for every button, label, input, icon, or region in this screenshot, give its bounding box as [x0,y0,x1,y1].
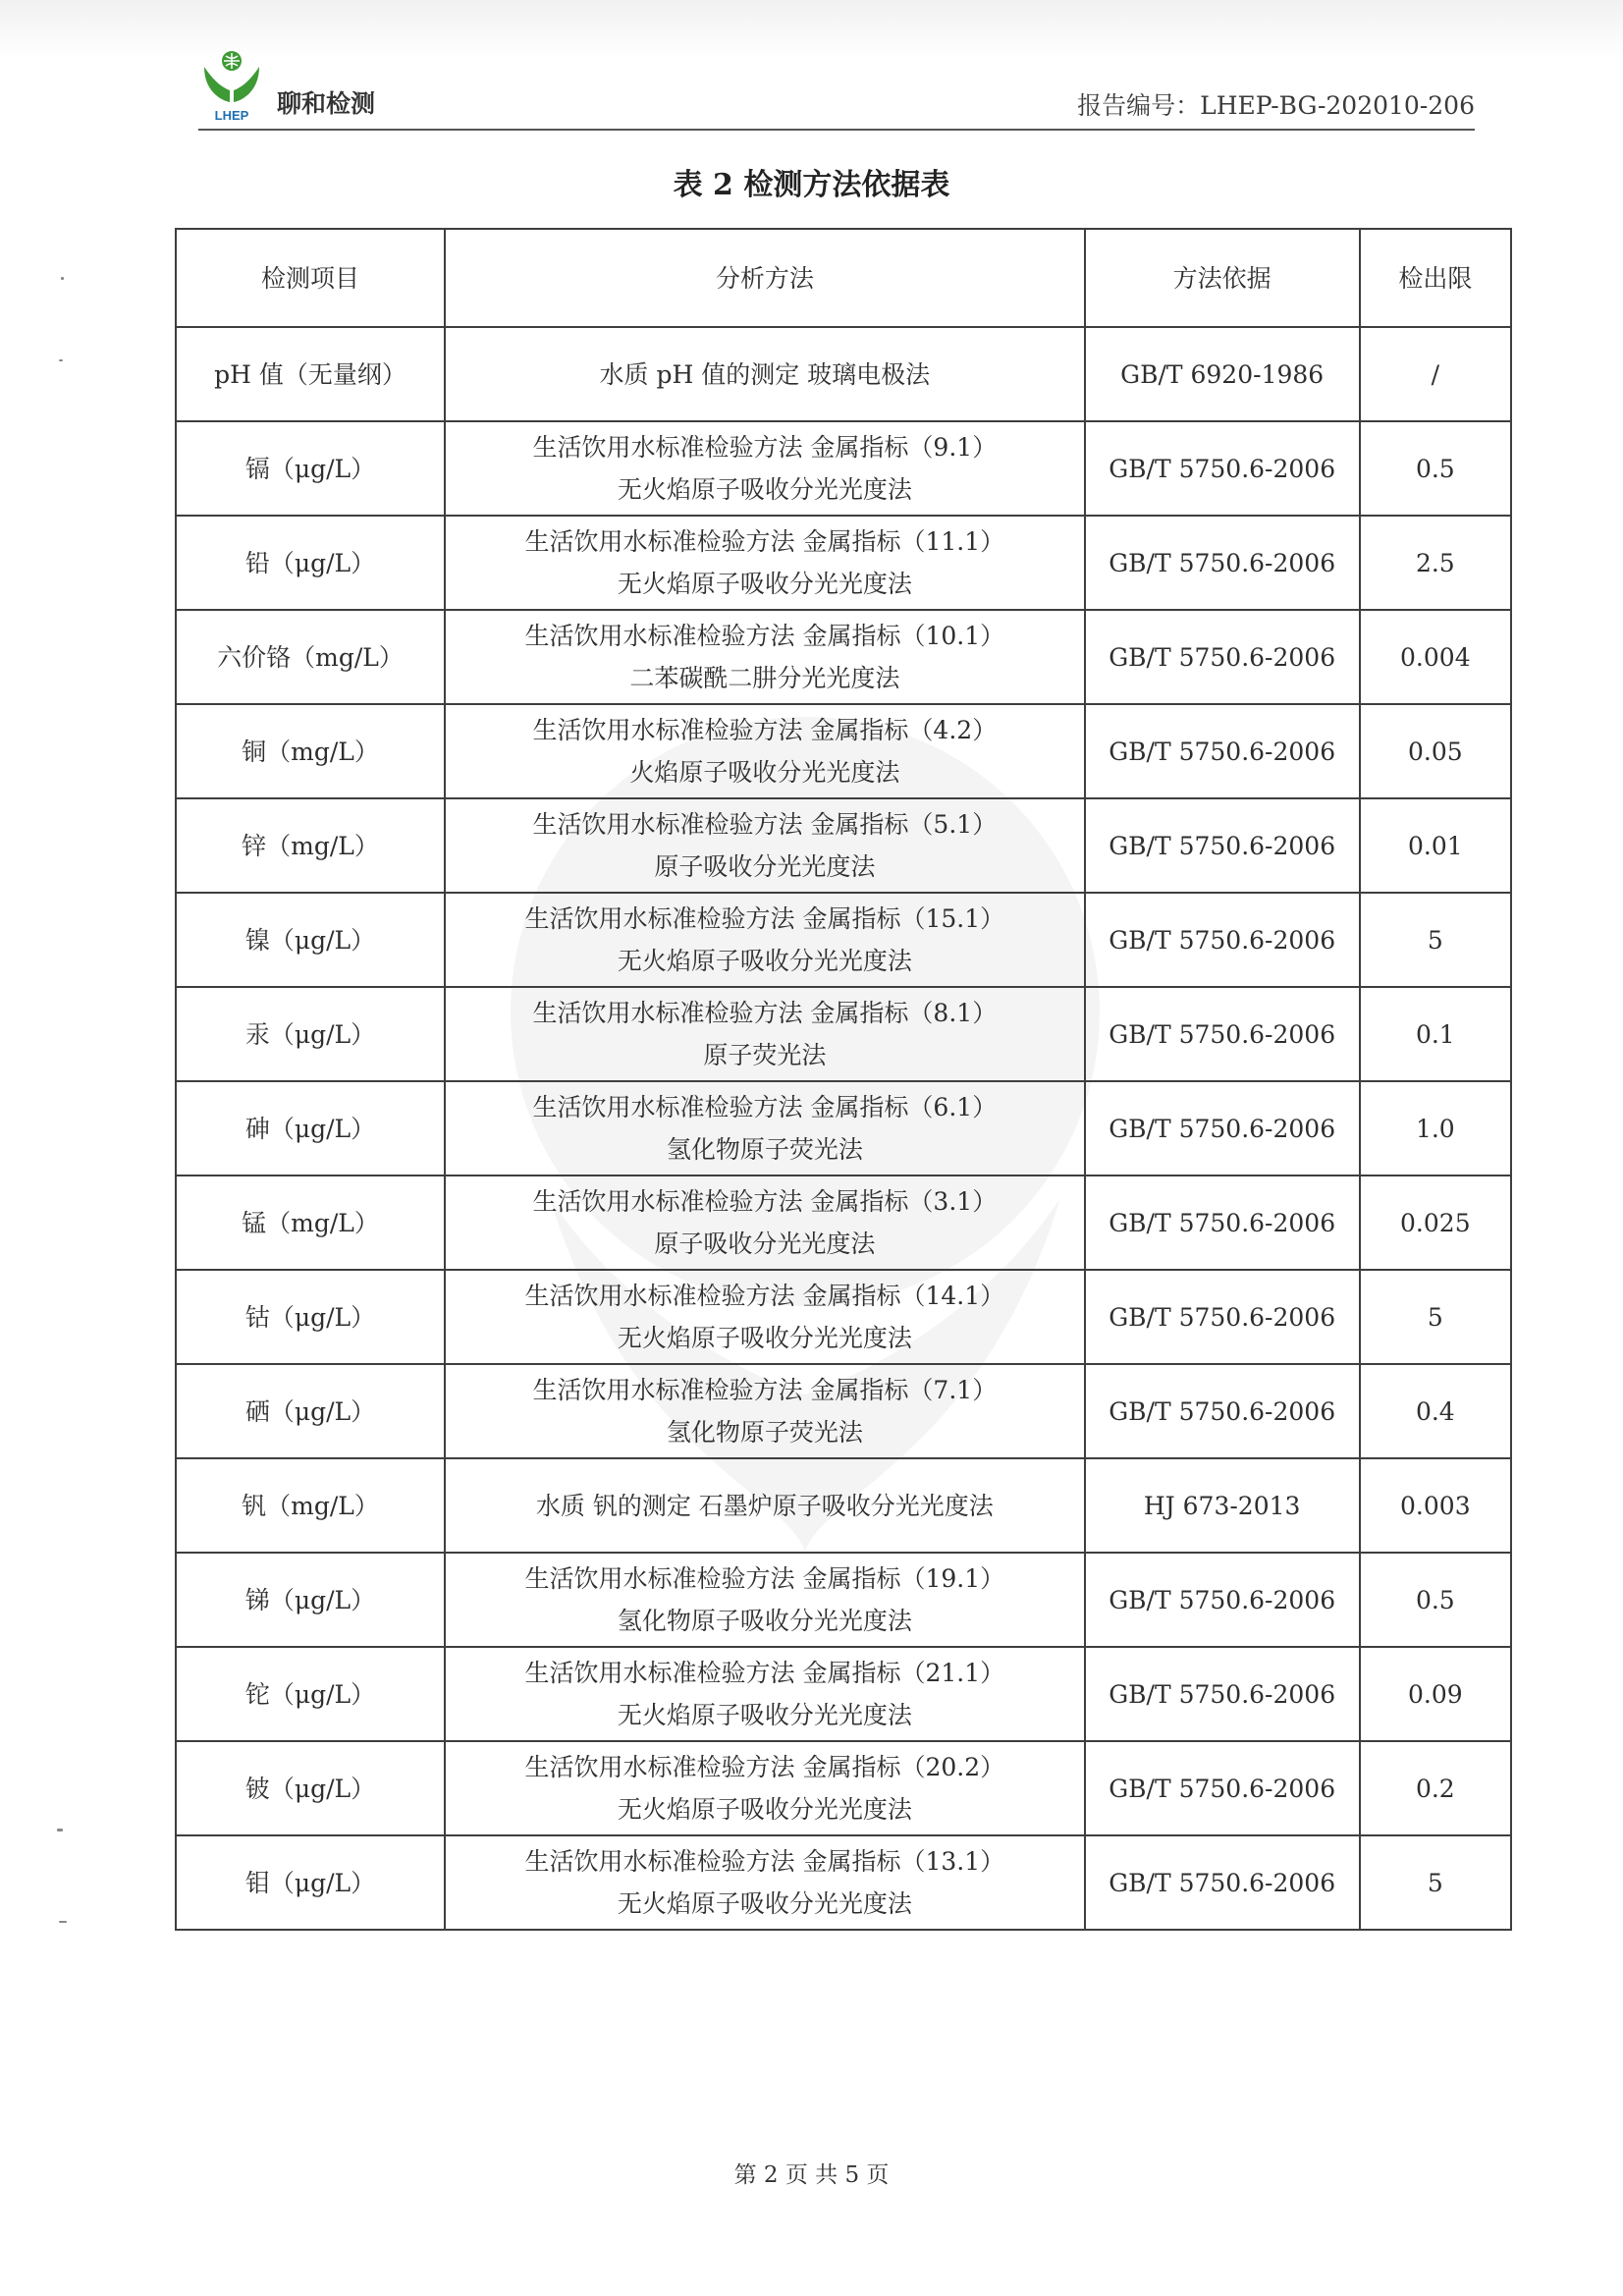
cell-item: 铍（μg/L） [176,1741,445,1835]
table-row [176,610,1511,704]
cell-limit: 1.0 [1360,1081,1511,1175]
report-number: 报告编号：LHEP-BG-202010-206 [1077,91,1475,120]
method-line-1: 生活饮用水标准检验方法 金属指标（7.1） [532,1376,998,1404]
method-line-1: 生活饮用水标准检验方法 金属指标（6.1） [532,1093,998,1121]
table-row [176,1741,1511,1835]
method-line-2: 无火焰原子吸收分光光度法 [617,947,912,975]
cell-item: 锌（mg/L） [176,798,445,893]
cell-method [445,1364,1085,1458]
method-line-2: 氢化物原子荧光法 [666,1135,863,1164]
cell-method [445,1741,1085,1835]
cell-method [445,893,1085,987]
table-row [176,1647,1511,1741]
table-row [176,327,1511,421]
table-row [176,1364,1511,1458]
table-row [176,704,1511,798]
method-line-2: 原子吸收分光光度法 [654,1230,876,1258]
cell-basis: GB/T 5750.6-2006 [1085,516,1360,610]
cell-limit: 0.1 [1360,987,1511,1081]
cell-item: 铜（mg/L） [176,704,445,798]
method-line-2: 原子荧光法 [703,1041,827,1069]
cell-limit: 0.004 [1360,610,1511,704]
header-method: 分析方法 [445,229,1085,327]
cell-basis: GB/T 5750.6-2006 [1085,610,1360,704]
table-row [176,987,1511,1081]
cell-limit: 0.4 [1360,1364,1511,1458]
company-name: 聊和检测 [277,89,376,118]
cell-item: 镉（μg/L） [176,421,445,516]
method-line-2: 无火焰原子吸收分光光度法 [617,1701,912,1729]
table-row [176,1175,1511,1270]
cell-method [445,704,1085,798]
cell-method [445,610,1085,704]
cell-limit: 0.5 [1360,1553,1511,1647]
cell-method [445,1458,1085,1553]
cell-basis: GB/T 5750.6-2006 [1085,1270,1360,1364]
method-line-1: 生活饮用水标准检验方法 金属指标（4.2） [532,716,998,744]
table-row [176,1458,1511,1553]
table-row [176,1835,1511,1930]
method-line-1: 生活饮用水标准检验方法 金属指标（3.1） [532,1187,998,1216]
method-line-1: 水质 钒的测定 石墨炉原子吸收分光光度法 [535,1491,994,1520]
cell-item: 镍（μg/L） [176,893,445,987]
cell-limit: 0.01 [1360,798,1511,893]
table-row [176,1553,1511,1647]
scan-speck [59,1921,67,1923]
cell-item: 锰（mg/L） [176,1175,445,1270]
cell-item: pH 值（无量纲） [176,327,445,421]
table-row [176,421,1511,516]
method-line-1: 生活饮用水标准检验方法 金属指标（15.1） [524,904,1005,933]
cell-basis: GB/T 5750.6-2006 [1085,1741,1360,1835]
cell-item: 六价铬（mg/L） [176,610,445,704]
table-row [176,798,1511,893]
cell-basis: GB/T 5750.6-2006 [1085,1647,1360,1741]
method-line-2: 无火焰原子吸收分光光度法 [617,1324,912,1352]
method-line-1: 生活饮用水标准检验方法 金属指标（13.1） [524,1847,1005,1876]
cell-item: 钼（μg/L） [176,1835,445,1930]
detection-methods-table [175,228,1512,1931]
cell-method [445,516,1085,610]
cell-limit: 0.025 [1360,1175,1511,1270]
cell-limit: 2.5 [1360,516,1511,610]
method-line-1: 生活饮用水标准检验方法 金属指标（21.1） [524,1659,1005,1687]
cell-method [445,1835,1085,1930]
cell-limit: 0.5 [1360,421,1511,516]
method-line-1: 生活饮用水标准检验方法 金属指标（8.1） [532,999,998,1027]
method-line-2: 火焰原子吸收分光光度法 [629,758,900,787]
cell-basis: GB/T 5750.6-2006 [1085,1081,1360,1175]
scan-speck [59,359,63,361]
method-line-2: 无火焰原子吸收分光光度法 [617,570,912,598]
method-line-2: 无火焰原子吸收分光光度法 [617,1795,912,1824]
page-number: 第 2 页 共 5 页 [733,2162,890,2188]
method-line-2: 原子吸收分光光度法 [654,852,876,881]
cell-method [445,327,1085,421]
cell-basis: GB/T 5750.6-2006 [1085,1835,1360,1930]
scan-speck [57,1829,63,1831]
cell-method [445,1553,1085,1647]
method-line-1: 生活饮用水标准检验方法 金属指标（20.2） [524,1753,1005,1781]
cell-method [445,798,1085,893]
method-line-2: 氢化物原子吸收分光光度法 [617,1607,912,1635]
cell-basis: GB/T 5750.6-2006 [1085,987,1360,1081]
method-line-1: 水质 pH 值的测定 玻璃电极法 [599,359,931,389]
cell-limit: / [1360,327,1511,421]
cell-basis: GB/T 5750.6-2006 [1085,798,1360,893]
cell-basis: HJ 673-2013 [1085,1458,1360,1553]
method-line-2: 氢化物原子荧光法 [666,1418,863,1447]
table-row [176,516,1511,610]
scan-speck [61,277,64,280]
company-logo-icon [198,47,265,124]
cell-limit: 5 [1360,1835,1511,1930]
cell-basis: GB/T 5750.6-2006 [1085,704,1360,798]
cell-item: 铊（μg/L） [176,1647,445,1741]
method-line-1: 生活饮用水标准检验方法 金属指标（5.1） [532,810,998,839]
page-header [198,47,1475,130]
method-line-2: 无火焰原子吸收分光光度法 [617,475,912,504]
cell-item: 硒（μg/L） [176,1364,445,1458]
header-divider [198,129,1475,131]
method-line-2: 无火焰原子吸收分光光度法 [617,1889,912,1918]
method-line-2: 二苯碳酰二肼分光光度法 [629,664,900,692]
cell-method [445,421,1085,516]
cell-item: 钴（μg/L） [176,1270,445,1364]
method-line-1: 生活饮用水标准检验方法 金属指标（14.1） [524,1282,1005,1310]
logo-text: LHEP [214,108,249,123]
cell-basis: GB/T 5750.6-2006 [1085,1364,1360,1458]
cell-method [445,1270,1085,1364]
method-line-1: 生活饮用水标准检验方法 金属指标（9.1） [532,433,998,462]
cell-basis: GB/T 5750.6-2006 [1085,1553,1360,1647]
cell-method [445,1647,1085,1741]
cell-limit: 0.05 [1360,704,1511,798]
cell-item: 锑（μg/L） [176,1553,445,1647]
cell-basis: GB/T 5750.6-2006 [1085,421,1360,516]
header-item: 检测项目 [176,229,445,327]
cell-item: 砷（μg/L） [176,1081,445,1175]
cell-limit: 0.003 [1360,1458,1511,1553]
cell-limit: 0.09 [1360,1647,1511,1741]
method-line-1: 生活饮用水标准检验方法 金属指标（10.1） [524,622,1005,650]
table-header-row [176,229,1511,327]
table-row [176,893,1511,987]
cell-limit: 5 [1360,893,1511,987]
cell-basis: GB/T 5750.6-2006 [1085,893,1360,987]
header-limit: 检出限 [1360,229,1511,327]
cell-method [445,1081,1085,1175]
cell-item: 汞（μg/L） [176,987,445,1081]
cell-limit: 5 [1360,1270,1511,1364]
cell-limit: 0.2 [1360,1741,1511,1835]
cell-item: 钒（mg/L） [176,1458,445,1553]
cell-item: 铅（μg/L） [176,516,445,610]
method-line-1: 生活饮用水标准检验方法 金属指标（19.1） [524,1564,1005,1593]
header-basis: 方法依据 [1085,229,1360,327]
cell-method [445,1175,1085,1270]
table-title: 表 2 检测方法依据表 [673,168,950,202]
table-row [176,1081,1511,1175]
method-line-1: 生活饮用水标准检验方法 金属指标（11.1） [524,527,1005,556]
cell-basis: GB/T 6920-1986 [1085,327,1360,421]
cell-method [445,987,1085,1081]
table-row [176,1270,1511,1364]
cell-basis: GB/T 5750.6-2006 [1085,1175,1360,1270]
